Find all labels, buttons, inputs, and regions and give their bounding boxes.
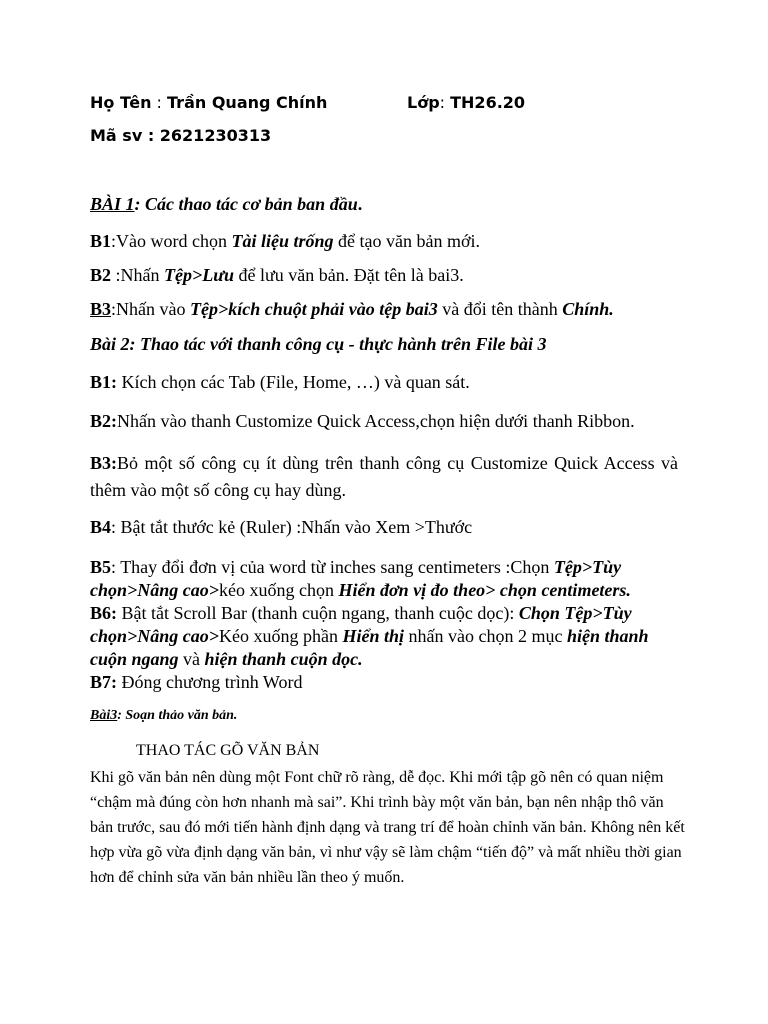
bai3-title xyxy=(90,708,237,724)
step-text: kéo xuống chọn xyxy=(219,580,339,600)
step-text: :Vào word chọn xyxy=(111,231,232,251)
bai2-step-b4 xyxy=(90,516,472,539)
bai2-step-b1 xyxy=(90,371,470,394)
step-text: Bỏ một số công cụ ít dùng trên thanh công cụ Customize Quick Access và thêm vào một số công cụ hay dùng. xyxy=(90,453,678,500)
bai3-title-text: : Soạn thảo văn bản. xyxy=(117,708,238,723)
class-line xyxy=(407,93,525,112)
step-text: Đóng chương trình Word xyxy=(117,672,303,692)
step-emphasis: Tệp>kích chuột phải vào tệp bai3 xyxy=(190,299,438,319)
step-text: Bật tắt Scroll Bar (thanh cuộn ngang, thanh cuộc dọc): xyxy=(117,603,519,623)
step-label: B3: xyxy=(90,453,117,473)
bai1-title-number: BÀI 1 xyxy=(90,194,135,214)
step-emphasis: hiện thanh cuộn dọc. xyxy=(204,649,363,669)
name-label: Họ Tên xyxy=(90,93,152,112)
step-label: B2 xyxy=(90,265,112,285)
step-text: nhấn vào chọn 2 mục xyxy=(404,626,567,646)
step-emphasis: Tài liệu trống xyxy=(231,231,334,251)
step-text: :Nhấn xyxy=(111,265,165,285)
bai3-title-number: Bài3 xyxy=(90,708,118,723)
bai2-step-b3 xyxy=(90,450,678,504)
bai2-title: Bài 2: Thao tác với thanh công cụ - thực hành trên File bài 3 xyxy=(90,334,547,354)
student-name-line xyxy=(90,93,327,112)
bai2-step-b5 xyxy=(90,557,631,600)
step-text: Kéo xuống phần xyxy=(219,626,343,646)
class-separator: : xyxy=(439,93,451,112)
student-name: Trần Quang Chính xyxy=(167,93,328,112)
step-emphasis: Hiển thị xyxy=(342,626,405,646)
bai1-title-text: : Các thao tác cơ bản ban đầu xyxy=(134,194,358,214)
student-id: Mã sv : 2621230313 xyxy=(90,126,272,145)
bai1-step-b2 xyxy=(90,264,464,287)
bai3-paragraph: Khi gõ văn bản nên dùng một Font chữ rõ ràng, dễ đọc. Khi mới tập gõ nên có quan niệm “chậm mà đúng còn hơn nhanh mà sai”. Khi trình bày một văn bản, bạn nên nhập thô văn bản trước, sau đó mới tiến hành định dạng và trang trí để hoàn chỉnh văn bản. Không nên kết hợp vừa gõ vừa định dạng văn bản, vì như vậy sẽ làm chậm “tiến độ” và mất nhiều thời gian hơn để chỉnh sửa văn bản nhiều lần theo ý muốn. xyxy=(90,769,685,886)
step-text: để tạo văn bản mới. xyxy=(333,231,480,251)
bai2-step-b6 xyxy=(90,603,649,669)
step-label: B1: xyxy=(90,372,117,392)
step-emphasis: Tệp>Tùy chọn>Nâng cao> xyxy=(90,557,622,600)
step-label: B1 xyxy=(90,231,112,251)
step-emphasis: Chính. xyxy=(562,299,614,319)
bai2-steps-b5-b7 xyxy=(90,556,690,694)
step-label: B7: xyxy=(90,672,117,692)
step-label: B2: xyxy=(90,411,117,431)
step-text: Nhấn vào thanh Customize Quick Access,chọn hiện dưới thanh Ribbon. xyxy=(117,411,635,431)
step-text: :Nhấn vào xyxy=(111,299,190,319)
step-emphasis: Chọn Tệp>Tùy chọn>Nâng cao> xyxy=(90,603,632,646)
bai1-step-b1 xyxy=(90,230,480,253)
step-text: : Bật tắt thước kẻ (Ruler) :Nhấn vào Xem >Thước xyxy=(111,517,473,537)
step-text: và xyxy=(178,649,205,669)
class-label: Lớp xyxy=(407,93,440,112)
bai2-step-b2 xyxy=(90,410,635,433)
bai2-step-b7 xyxy=(90,672,302,692)
step-text: để lưu văn bản. Đặt tên là bai3. xyxy=(234,265,464,285)
step-emphasis: hiện thanh cuộn ngang xyxy=(90,626,649,669)
step-label: B5 xyxy=(90,557,112,577)
bai1-title xyxy=(90,193,362,216)
step-label: B4 xyxy=(90,517,112,537)
step-emphasis: Tệp>Lưu xyxy=(164,265,235,285)
step-text: và đổi tên thành xyxy=(437,299,563,319)
bai1-title-end: . xyxy=(357,194,363,214)
class-value: TH26.20 xyxy=(450,93,526,112)
step-label: B3 xyxy=(90,299,112,319)
step-text: : Thay đổi đơn vị của word từ inches sang centimeters :Chọn xyxy=(111,557,554,577)
step-emphasis: Hiển đơn vị đo theo> chọn centimeters. xyxy=(338,580,631,600)
step-text: Kích chọn các Tab (File, Home, …) và quan sát. xyxy=(117,372,470,392)
name-separator: : xyxy=(151,93,168,112)
bai1-step-b3 xyxy=(90,298,614,321)
step-label: B6: xyxy=(90,603,117,623)
bai3-heading: THAO TÁC GÕ VĂN BẢN xyxy=(136,742,320,759)
